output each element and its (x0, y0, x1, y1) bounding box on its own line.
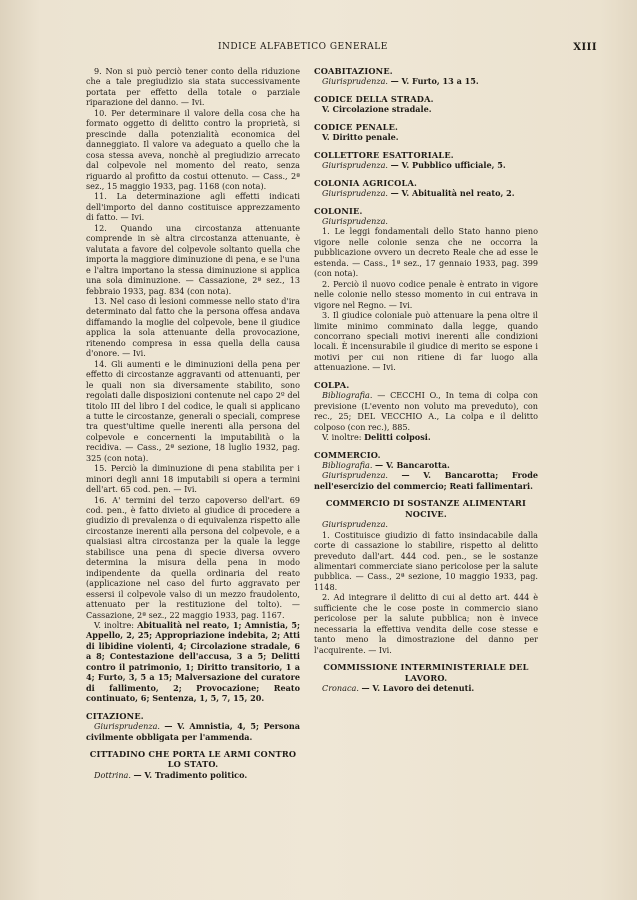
entry-label: Giurisprudenza. (94, 721, 160, 732)
entry-ref-text: — V. Furto, 13 a 15. (390, 76, 479, 87)
heading-colpa: COLPA. (314, 379, 350, 390)
entry-paragraph: 14. Gli aumenti e le diminuzioni della pena per effetto di circostanze aggravanti od attenuanti, per le quali non sia diversamente stabilito, sono regolati dalle disposizioni contenute nel capo 2º del titolo III del libro I del codice, le quali si applicano a tutte le circostanze, generali o speciali, comprese tra quest'ultime quelle inerenti alla persona del colpevole e concernenti la imputabilità o la recidiva. — Cass., 2ª sezione, 18 luglio 1932, pag. 325 (con nota). (86, 358, 300, 463)
right-column (314, 66, 538, 693)
heading-commercio: COMMERCIO. (314, 449, 381, 460)
entry-ref (314, 460, 538, 470)
heading-codice-strada: CODICE DELLA STRADA. (314, 93, 434, 104)
entry-label: Bibliografia. (322, 390, 373, 401)
heading-codice-penale: CODICE PENALE. (314, 121, 399, 132)
entry-ref-text: — V. Abitualità nel reato, 2. (390, 188, 515, 199)
entry-label: Bibliografia. (322, 459, 373, 470)
entry-ref (314, 76, 538, 86)
entry-ref-text: — V. Amnistia, 4, 5; Persona civilmente obbligata per l'ammenda. (86, 721, 300, 742)
entry-ref-text: V. Diritto penale. (322, 132, 399, 143)
entry-ref (314, 470, 538, 491)
heading-citazione: CITAZIONE. (86, 710, 144, 721)
running-header (60, 42, 597, 56)
entry-ref (314, 104, 538, 114)
entry-ref (314, 390, 538, 432)
entry-ref-text: — V. Bancarotta; Frode nell'esercizio del commercio; Reati fallimentari. (314, 470, 538, 491)
entry-ref (314, 683, 538, 693)
entry-paragraph: 1. Costituisce giudizio di fatto insindacabile dalla corte di cassazione lo stabilire, rispetto al delitto preveduto dall'art. 444 cod. pen., se le sostanze alimentari commerciate siano pericolose per la salute pubblica. — Cass., 2ª sezione, 10 maggio 1933, pag. 1148. (314, 529, 538, 592)
entry-paragraph: 1. Le leggi fondamentali dello Stato hanno pieno vigore nelle colonie senza che ne occorra la pubblicazione ovvero un decreto Reale che ad esse le estenda. — Cass., 1ª sez., 17 gennaio 1933, pag. 399 (con nota). (314, 226, 538, 279)
entry-paragraph: 10. Per determinare il valore della cosa che ha formato oggetto di delitto contro la proprietà, si prescinde dalla potenzialità economica del danneggiato. Il valore va adeguato a quello che la cosa stessa aveva, nonchè al pregiudizio arrecato dal colpevole nel momento del reato, senza riguardo al profitto da costui ottenuto. — Cass., 2ª sez., 15 maggio 1933, pag. 1168 (con nota). (86, 107, 300, 191)
entry-label: Giurisprudenza. (322, 188, 388, 199)
entry-paragraph: 12. Quando una circostanza attenuante comprende in sè altra circostanza attenuante, è valutata a favore del colpevole soltanto quella che importa la maggiore diminuzione di pena, e se l'una e l'altra importano la stessa diminuzione si applica una sola diminuzione. — Cassazione, 2ª sez., 13 febbraio 1933, pag. 834 (con nota). (86, 222, 300, 296)
entry-label: Giurisprudenza. (322, 160, 388, 171)
left-column (86, 66, 300, 780)
entry-ref-text: — V. Lavoro dei detenuti. (361, 683, 475, 694)
entry-ref (314, 188, 538, 198)
heading-cittadino: CITTADINO CHE PORTA LE ARMI CONTRO LO STATO. (89, 749, 297, 770)
entry-ref (86, 770, 300, 780)
heading-collettore: COLLETTORE ESATTORIALE. (314, 149, 454, 160)
see-also (314, 432, 538, 442)
entry-paragraph: 3. Il giudice coloniale può attenuare la pena oltre il limite minimo comminato dalla legge, quando concorrano speciali motivi inerenti alle condizioni locali. È incensurabile il giudice di merito se espone i motivi per cui non ritiene di far luogo alla attenuazione. — Ivi. (314, 310, 538, 373)
entry-label: Dottrina. (94, 769, 131, 780)
entry-ref-text: — V. Pubblico ufficiale, 5. (390, 160, 506, 171)
entry-ref-text: — V. Tradimento politico. (133, 769, 248, 780)
entry-paragraph: 11. La determinazione agli effetti indicati dell'importo del danno costituisce apprezzamento di fatto. — Ivi. (86, 191, 300, 223)
entry-ref (314, 160, 538, 170)
heading-commissione: COMMISSIONE INTERMINISTERIALE DEL LAVORO. (323, 662, 529, 683)
see-also-prefix: V. inoltre: (322, 432, 362, 443)
entry-paragraph: 13. Nel caso di lesioni commesse nello stato d'ira determinato dal fatto che la persona offesa andava diffamando la moglie del colpevole, bene il giudice applica la sola attenuante della provocazione, ritenendo compresa in essa quella della causa d'onore. — Ivi. (86, 295, 300, 359)
entry-label: Giurisprudenza. (322, 215, 388, 226)
entry-ref-text: V. Circolazione stradale. (322, 104, 432, 115)
entry-ref (314, 132, 538, 142)
heading-colonie: COLONIE. (314, 205, 363, 216)
entry-paragraph: 15. Perciò la diminuzione di pena stabilita per i minori degli anni 18 imputabili si opera a termini dell'art. 65 cod. pen. — Ivi. (86, 463, 300, 495)
heading-colonia-agricola: COLONIA AGRICOLA. (314, 177, 418, 188)
entry-ref-text: — V. Bancarotta. (375, 459, 450, 470)
entry-label: Giurisprudenza. (322, 76, 388, 87)
see-also-refs: Delitti colposi. (364, 432, 431, 443)
entry-ref-text: — CECCHI O., In tema di colpa con previsione (L'evento non voluto ma preveduto), con rec., 25; DEL VECCHIO A., La colpa e il delitto colposo (con rec.), 885. (314, 390, 538, 432)
page-number: XIII (573, 42, 597, 53)
entry-paragraph: 2. Perciò il nuovo codice penale è entrato in vigore nelle colonie nello stesso momento in cui entrava in vigore nel Regno. — Ivi. (314, 278, 538, 310)
see-also-prefix: V. inoltre: (94, 620, 134, 631)
entry-paragraph: 2. Ad integrare il delitto di cui al detto art. 444 è sufficiente che le cose poste in commercio siano pericolose per la salute pubblica; non è invece necessaria la effettiva vendita delle cose stesse e tanto meno la dimostrazione del danno per l'acquirente. — Ivi. (314, 592, 538, 655)
heading-coabitazione: COABITAZIONE. (314, 66, 393, 76)
entry-paragraph: 9. Non si può perciò tener conto della riduzione che a tale pregiudizio sia stata successivamente portata per effetto della totale o parziale riparazione del danno. — Ivi. (86, 66, 300, 108)
heading-sostanze-alimentari: COMMERCIO DI SOSTANZE ALIMENTARI NOCIVE. (325, 498, 527, 519)
entry-label: Cronaca. (322, 683, 359, 694)
entry-ref (86, 721, 300, 742)
see-also (86, 620, 300, 704)
entry-label: Giurisprudenza. (322, 519, 388, 530)
header-title: INDICE ALFABETICO GENERALE (218, 42, 388, 52)
see-also-refs: Abitualità nel reato, 1; Amnistia, 5; Appello, 2, 25; Appropriazione indebita, 2; Atti di libidine violenti, 4; Circolazione stradale, 6 a 8; Contestazione dell'accusa, 3 a 5; Delitti contro il patrimonio, 1; Diritto transitorio, 1 a 4; Furto, 3, 5 a 15; Malversazione del curatore di fallimento, 2; Provocazione; Reato continuato, 6; Sentenza, 1, 5, 7, 15, 20. (86, 620, 300, 704)
entry-label: Giurisprudenza. (322, 470, 388, 481)
entry-paragraph: 16. A' termini del terzo capoverso dell'art. 69 cod. pen., è fatto divieto al giudice di procedere a giudizio di prevalenza o di equivalenza rispetto alle circostanze inerenti alla persona del colpevole, e a qualsiasi altra circostanza per la quale la legge stabilisce una pena di specie diversa ovvero determina la misura della pena in modo indipendente da quella ordinaria del reato (applicazione nel caso del furto aggravato per essersi il colpevole valso di un mezzo fraudolento, attenuato per la restituzione del tolto). — Cassazione, 2ª sez., 22 maggio 1933, pag. 1167. (86, 494, 300, 620)
